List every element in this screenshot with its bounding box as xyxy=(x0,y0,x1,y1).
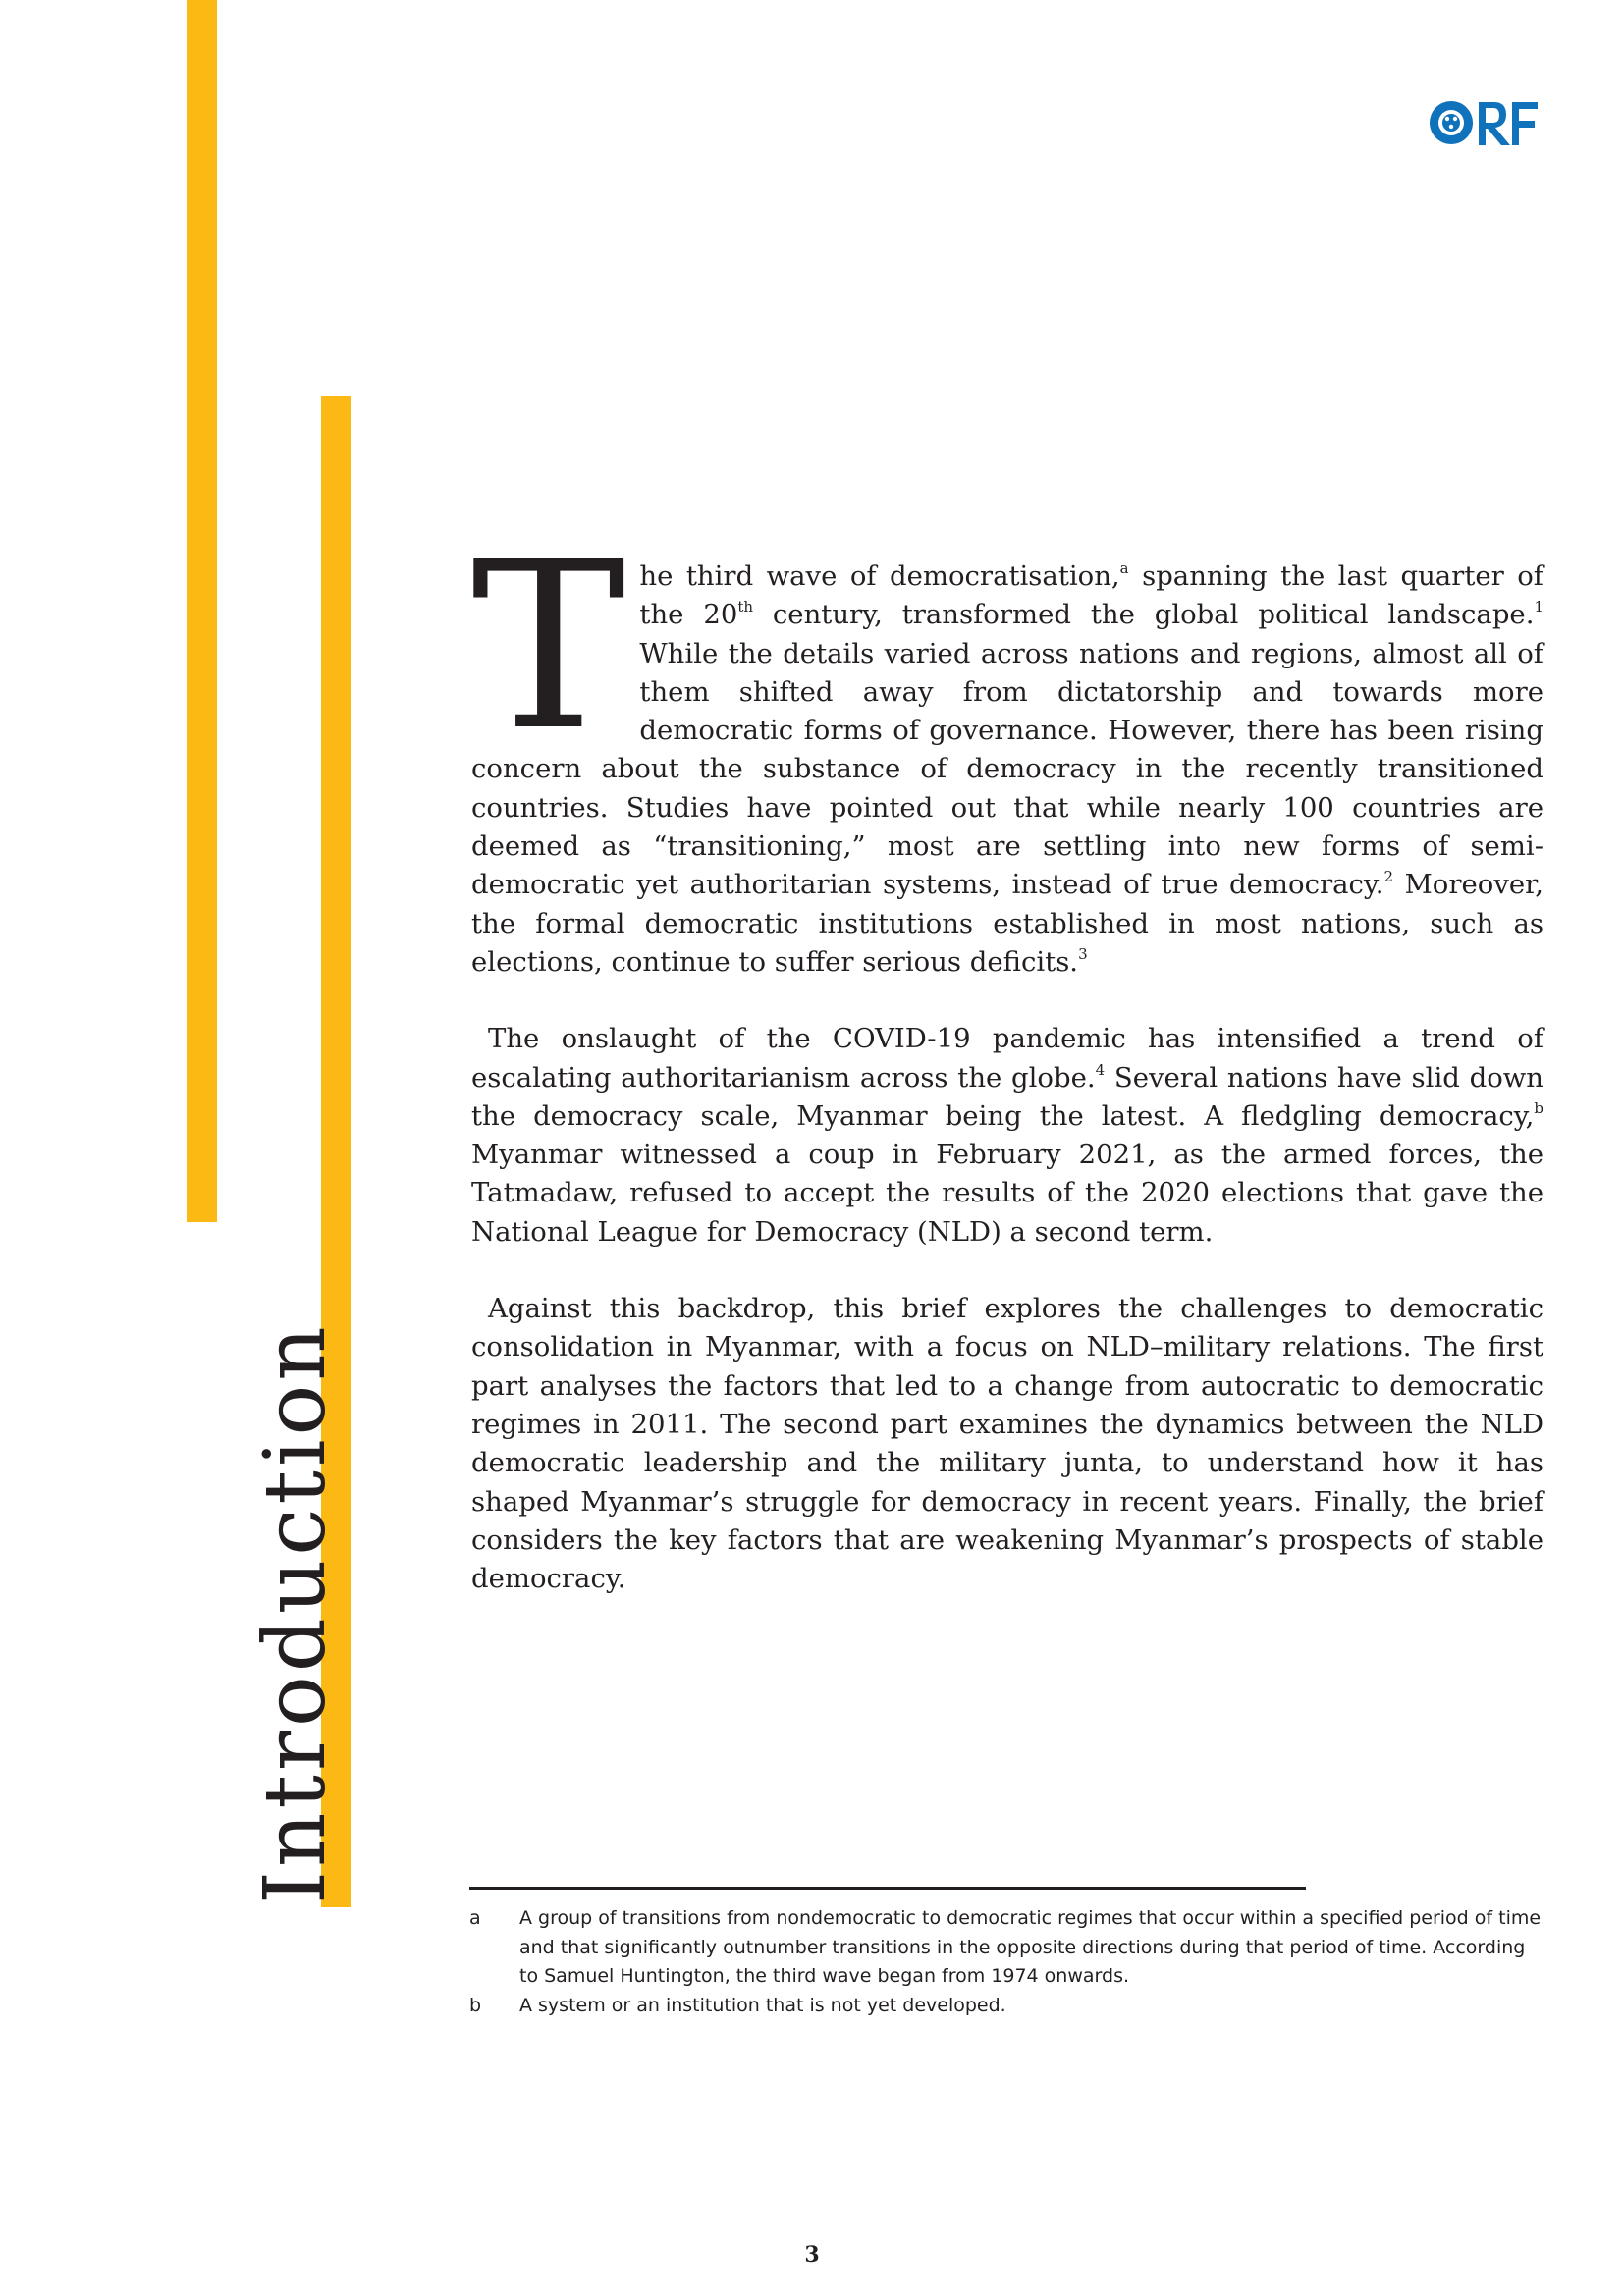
footnote-divider xyxy=(469,1887,1306,1890)
footnote-text: A system or an institution that is not yet developed. xyxy=(519,1994,1006,2016)
footnote-mark: b xyxy=(469,1994,482,2016)
paragraph-3: Against this backdrop, this brief explores the challenges to democratic consolidation in Myanmar, with a focus on NLD–military relations. The first part analyses the factors that led to a change from autocratic to democratic regimes in 2011. The second part examines the dynamics between the NLD democratic leadership and the military junta, to understand how it has shaped Myanmar’s struggle for democracy in recent years. Finally, the brief considers the key factors that are weakening Myanmar’s prospects of stable democracy. xyxy=(471,1293,1543,1595)
endnote-ref-4[interactable]: 4 xyxy=(1095,1060,1106,1079)
accent-bar-top xyxy=(187,0,217,1222)
body-text xyxy=(471,511,1543,1598)
endnote-ref-3[interactable]: 3 xyxy=(1078,944,1088,963)
orf-logo xyxy=(1424,94,1542,151)
page-number: 3 xyxy=(804,2242,820,2268)
endnote-ref-2[interactable]: 2 xyxy=(1383,868,1394,886)
footnote-ref-a[interactable]: a xyxy=(1119,560,1129,577)
footnote-item xyxy=(469,1904,1549,1992)
footnote-mark: a xyxy=(469,1907,481,1929)
endnote-ref-1[interactable]: 1 xyxy=(1534,598,1543,616)
ordinal-suffix: th xyxy=(737,598,754,616)
footnote-text: A group of transitions from nondemocratic to democratic regimes that occur within a specified period of time and that significantly outnumber transitions in the opposite directions during that period of time. According to Samuel Huntington, the third wave began from 1974 onwards. xyxy=(519,1907,1542,1987)
footnotes xyxy=(469,1904,1549,2020)
footnote-item xyxy=(469,1992,1549,2021)
drop-cap: T xyxy=(471,511,626,781)
footnote-ref-b[interactable]: b xyxy=(1534,1098,1543,1117)
paragraph-2: The onslaught of the COVID-19 pandemic has intensified a trend of escalating authoritarianism across the globe.$^4$ Several nations have slid down the democracy scale, Myanmar being the latest. A fledgling democracy,$^b$ Myanmar witnessed a coup in February 2021, as the armed forces, the Tatmadaw, refused to accept the results of the 2020 elections that gave the National League for Democracy (NLD) a second term. xyxy=(471,1023,1543,1248)
section-title: Introduction xyxy=(246,1322,345,1904)
paragraph-1: The third wave of democratisation,$^a$ spanning the last quarter of the 20th century, transformed the global political landscape.$^1$ While the details varied across nations and regions, almost all of them shifted away from dictatorship and towards more democratic forms of governance. However, there has been rising concern about the substance of democracy in the recently transitioned countries. Studies have pointed out that while nearly 100 countries are deemed as “transitioning,” most are settling into new forms of semi-democratic yet authoritarian systems, instead of true democracy.$^2$ Moreover, the formal democratic institutions established in most nations, such as elections, continue to suffer serious deficits.$^3$ xyxy=(471,511,1543,978)
